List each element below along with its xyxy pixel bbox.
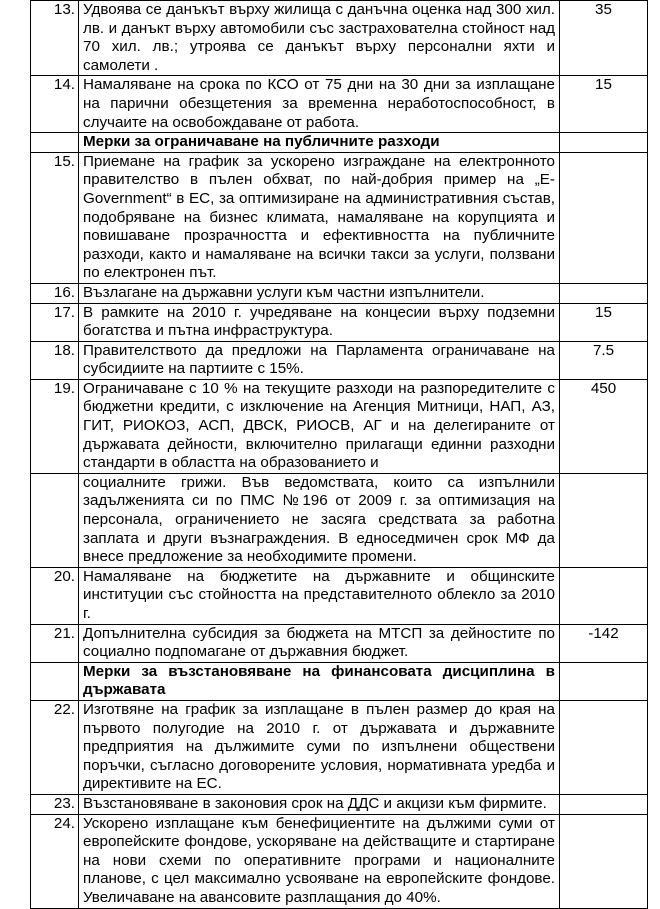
effect-value xyxy=(560,700,648,794)
measures-table xyxy=(30,0,648,909)
effect-value: 15 xyxy=(560,76,648,133)
table-row xyxy=(31,379,648,473)
section-header-row xyxy=(31,662,648,700)
section-title: Мерки за ограничаване на публичните разходи xyxy=(79,133,560,153)
table-row xyxy=(31,814,648,908)
effect-value xyxy=(560,133,648,153)
row-number xyxy=(31,473,79,567)
row-number: 20. xyxy=(31,567,79,624)
effect-value: -142 xyxy=(560,624,648,662)
measure-text: Ограничаване с 10 % на текущите разходи на разпоредителите с бюджетни кредити, с изключение на Агенция Митници, НАП, АЗ, ГИТ, РИОКОЗ, АСП, ДВСК, РИОСВ, АГ и на делегираните от държавата дейности, включително прилагащи единни разходни стандарти в областта на образованието и xyxy=(79,379,560,473)
effect-value xyxy=(560,662,648,700)
table-row xyxy=(31,794,648,814)
measures-table-body xyxy=(31,1,648,909)
effect-value xyxy=(560,473,648,567)
row-number xyxy=(31,133,79,153)
effect-value: 450 xyxy=(560,379,648,473)
row-number: 16. xyxy=(31,283,79,303)
row-number: 14. xyxy=(31,76,79,133)
row-number: 24. xyxy=(31,814,79,908)
table-row xyxy=(31,152,648,283)
table-row xyxy=(31,567,648,624)
measure-text: Приемане на график за ускорено изграждане на електронното правителство в пълен обхват, по най-добрия пример на „E-Government“ в ЕС, за оптимизиране на административния състав, подобряване на бизнес климата, намаляване на корупцията и повишаване прозрачността и ефективността на публичните разходи, както и намаляване на всички такси за услуги, ползвани по електронен път. xyxy=(79,152,560,283)
measure-text: В рамките на 2010 г. учредяване на концесии върху подземни богатства и пътна инфраструктура. xyxy=(79,303,560,341)
table-row xyxy=(31,624,648,662)
measure-text: Ускорено изплащане към бенефициентите на дължими суми от европейските фондове, ускоряване на действащите и стартиране на нови схеми по оперативните програми и националните планове, с цел максимално усвояване на европейските фондове. Увеличаване на авансовите разплащания до 40%. xyxy=(79,814,560,908)
row-number: 19. xyxy=(31,379,79,473)
section-title: Мерки за възстановяване на финансовата дисциплина в държавата xyxy=(79,662,560,700)
table-row xyxy=(31,700,648,794)
measure-text: Допълнителна субсидия за бюджета на МТСП за дейностите по социално подпомагане от държавния бюджет. xyxy=(79,624,560,662)
table-row xyxy=(31,303,648,341)
table-row xyxy=(31,473,648,567)
row-number xyxy=(31,662,79,700)
effect-value: 15 xyxy=(560,303,648,341)
row-number: 13. xyxy=(31,1,79,76)
measure-text: Възлагане на държавни услуги към частни изпълнители. xyxy=(79,283,560,303)
measure-text: Възстановяване в законовия срок на ДДС и акцизи към фирмите. xyxy=(79,794,560,814)
document-page xyxy=(30,0,642,909)
effect-value xyxy=(560,283,648,303)
row-number: 18. xyxy=(31,341,79,379)
row-number: 22. xyxy=(31,700,79,794)
effect-value xyxy=(560,152,648,283)
row-number: 23. xyxy=(31,794,79,814)
table-row xyxy=(31,283,648,303)
effect-value xyxy=(560,814,648,908)
row-number: 17. xyxy=(31,303,79,341)
measure-text: социалните грижи. Във ведомствата, които са изпълнили задълженията си по ПМС №196 от 2009 г. за оптимизация на персонала, ограничението не засяга средствата за работна заплата и други възнаграждения. В едноседмичен срок МФ да внесе предложение за необходимите промени. xyxy=(79,473,560,567)
measure-text: Намаляване на срока по КСО от 75 дни на 30 дни за изплащане на парични обезщетения за временна неработоспособност, в случаите на освобождаване от работа. xyxy=(79,76,560,133)
row-number: 21. xyxy=(31,624,79,662)
table-row xyxy=(31,76,648,133)
effect-value: 35 xyxy=(560,1,648,76)
effect-value: 7.5 xyxy=(560,341,648,379)
table-row xyxy=(31,341,648,379)
effect-value xyxy=(560,794,648,814)
table-row xyxy=(31,1,648,76)
section-header-row xyxy=(31,133,648,153)
measure-text: Изготвяне на график за изплащане в пълен размер до края на първото полугодие на 2010 г. от държавата и държавните предприятия на дължимите суми по изпълнени обществени поръчки, съгласно договорените условия, нормативната уредба и директивите на ЕС. xyxy=(79,700,560,794)
measure-text: Удвоява се данъкът върху жилища с данъчна оценка над 300 хил. лв. и данъкт върху автомобили със застрахователна стойност над 70 хил. лв.; утроява се данъкът върху персонални яхти и самолети . xyxy=(79,1,560,76)
measure-text: Намаляване на бюджетите на държавните и общинските институции със стойността на представителното облекло за 2010 г. xyxy=(79,567,560,624)
measure-text: Правителството да предложи на Парламента ограничаване на субсидиите на партиите с 15%. xyxy=(79,341,560,379)
effect-value xyxy=(560,567,648,624)
row-number: 15. xyxy=(31,152,79,283)
